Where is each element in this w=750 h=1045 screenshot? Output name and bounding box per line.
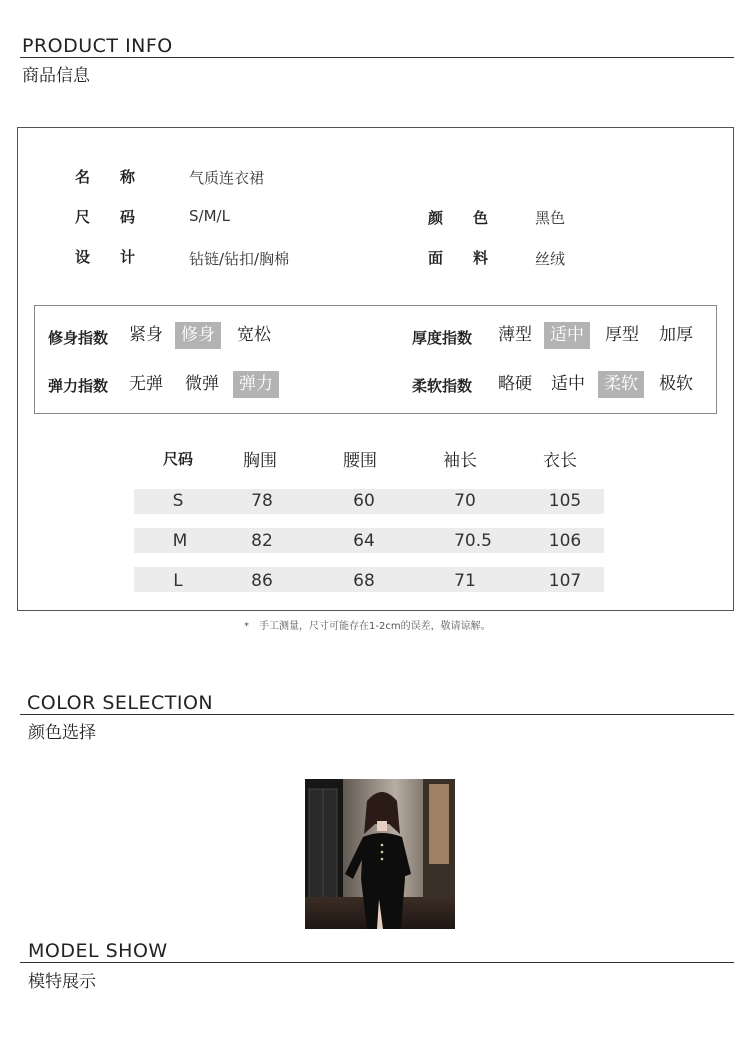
- product-info-title-cn: 商品信息: [22, 66, 90, 86]
- spec-size-value: S/M/L: [189, 207, 230, 225]
- table-cell: M: [172, 531, 188, 551]
- thickness-option: 加厚: [659, 325, 693, 345]
- softness-option-selected: 柔软: [598, 371, 644, 398]
- elasticity-index-label: 弹力指数: [48, 377, 109, 395]
- spec-design-value: 钻链/钻扣/胸棉: [189, 250, 290, 268]
- fit-option: 紧身: [129, 325, 163, 345]
- table-cell: S: [172, 491, 184, 511]
- model-show-title-cn: 模特展示: [28, 972, 96, 992]
- size-table-header: 胸围: [243, 451, 277, 471]
- thickness-index-label: 厚度指数: [412, 329, 473, 347]
- table-cell: 70.5: [454, 531, 492, 551]
- spec-color-value: 黑色: [535, 209, 566, 227]
- measurement-note: * 手工测量，尺寸可能存在1-2cm的误差，敬请谅解。: [244, 621, 491, 632]
- table-cell: 107: [548, 571, 582, 591]
- thickness-option: 厚型: [605, 325, 639, 345]
- thickness-option-selected: 适中: [544, 322, 590, 349]
- spec-fabric-value: 丝绒: [535, 250, 566, 268]
- softness-index-label: 柔软指数: [412, 377, 473, 395]
- table-cell: 82: [251, 531, 273, 551]
- spec-design-key: 设 计: [75, 248, 136, 266]
- size-table-header: 尺码: [163, 450, 194, 468]
- spec-name-key: 名 称: [75, 168, 136, 186]
- table-cell: 105: [548, 491, 582, 511]
- model-show-title-en: MODEL SHOW: [28, 940, 168, 962]
- table-cell: 78: [251, 491, 273, 511]
- size-table-header: 腰围: [343, 451, 377, 471]
- table-cell: L: [173, 571, 183, 591]
- table-cell: 68: [353, 571, 375, 591]
- size-table-header: 衣长: [543, 451, 577, 471]
- table-cell: 71: [454, 571, 476, 591]
- spec-name-value: 气质连衣裙: [189, 169, 265, 187]
- fit-option-selected: 修身: [175, 322, 221, 349]
- table-cell: 70: [454, 491, 476, 511]
- section-divider: [20, 57, 734, 58]
- thickness-option: 薄型: [498, 325, 532, 345]
- elasticity-option-selected: 弹力: [233, 371, 279, 398]
- product-info-title-en: PRODUCT INFO: [22, 35, 173, 57]
- color-selection-title-en: COLOR SELECTION: [27, 692, 214, 714]
- elasticity-option: 微弹: [185, 374, 219, 394]
- color-selection-title-cn: 颜色选择: [28, 723, 96, 743]
- section-divider: [20, 962, 734, 963]
- softness-option: 适中: [551, 374, 585, 394]
- table-cell: 86: [251, 571, 273, 591]
- spec-fabric-key: 面 料: [428, 249, 489, 267]
- spec-size-key: 尺 码: [75, 208, 136, 226]
- product-photo: [305, 779, 455, 929]
- section-divider: [20, 714, 734, 715]
- table-cell: 106: [548, 531, 582, 551]
- elasticity-option: 无弹: [129, 374, 163, 394]
- softness-option: 略硬: [498, 374, 532, 394]
- softness-option: 极软: [659, 374, 693, 394]
- spec-color-key: 颜 色: [428, 209, 489, 227]
- size-table-header: 袖长: [443, 451, 477, 471]
- fit-index-label: 修身指数: [48, 329, 109, 347]
- table-cell: 60: [353, 491, 375, 511]
- fit-option: 宽松: [237, 325, 271, 345]
- table-cell: 64: [353, 531, 375, 551]
